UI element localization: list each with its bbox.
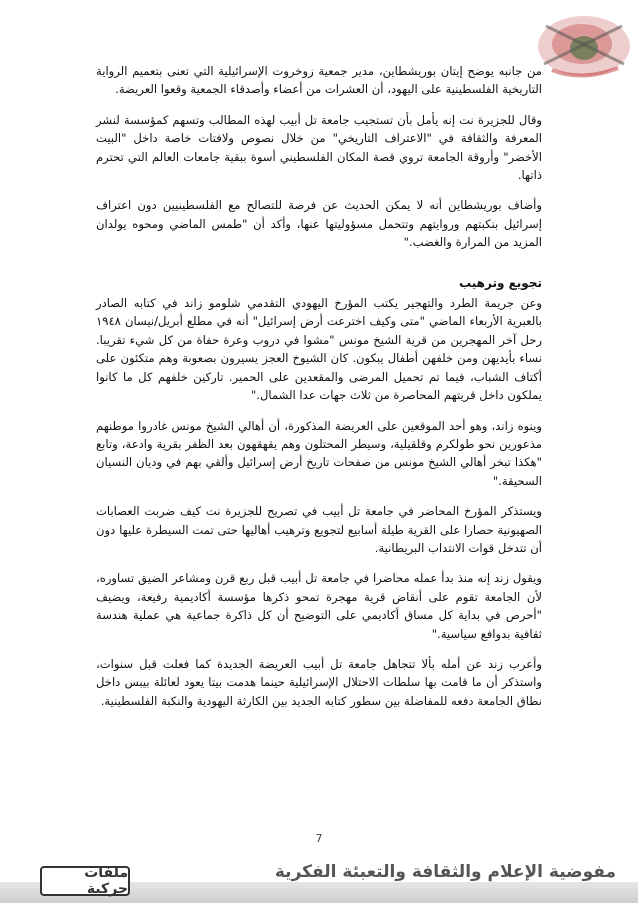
- footer: [0, 862, 638, 903]
- paragraph: وأضاف بوريشطاين أنه لا يمكن الحديث عن فرصة للتصالح مع الفلسطينيين دون اعتراف إسرائيل بنكبتهم وروايتهم وتتحمل مسؤوليتها عنها، وأكد أن "طمس الماضي ومحوه يولدان المزيد من المرارة والغضب.": [96, 198, 542, 250]
- paragraph: وعن جريمة الطرد والتهجير يكتب المؤرخ اليهودي التقدمي شلومو زاند في كتابه الصادر بالعبرية الأربعاء الماضي "متى وكيف اخترعت أرض إسرائيل" أنه في مطلع أبريل/نيسان ١٩٤٨ رحل آخر المهجرين من قرية الشيخ مونس "مشوا في دروب وعرة حفاة من كل شيء تقريبا. نساء بأيديهن ومن خلفهن أطفال يبكون. كان الشيوخ العجز يسيرون بصعوبة وهم متكئون على أكتاف الشباب، فيما تم تحميل المرضى والمقعدين على الحمير. تاركين خلفهم كل ما كانوا يملكون داخل قريتهم المحاصرة من ثلاث جهات عدا الشمال.": [96, 296, 542, 403]
- paragraph: ويستذكر المؤرخ المحاضر في جامعة تل أبيب في تصريح للجزيرة نت كيف ضربت العصابات الصهيونية حصارا على القرية طيلة أسابيع لتجويع وترهيب أهاليها حتى تمت السيطرة عليها دون أن تتدخل قوات الانتداب البريطانية.: [96, 504, 542, 555]
- page-number: 7: [315, 832, 323, 845]
- section-heading: تجويع وترهيب: [459, 275, 542, 290]
- footer-title: مفوضية الإعلام والثقافة والتعبئة الفكرية: [274, 862, 616, 882]
- article-body: [96, 62, 542, 722]
- paragraph: وقال للجزيرة نت إنه يأمل بأن تستجيب جامعة تل أبيب لهذه المطالب وتسهم كمؤسسة لنشر المعرفة والثقافة في "الاعتراف التاريخي" من خلال نصوص ولافتات خاصة داخل "البيت الأخضر" وأروقة الجامعة تروي قصة المكان الفلسطيني أسوة ببقية جامعات العالم التي تحترم ذاتها.: [96, 112, 542, 183]
- paragraph: من جانبه يوضح إيتان بوريشطاين، مدير جمعية زوخروت الإسرائيلية التي تعنى بتعميم الرواية التاريخية الفلسطينية على اليهود، أن العشرات من أعضاء وأصدقاء الجمعية وقعوا العريضة.: [96, 64, 542, 97]
- footer-label-box: ملفات حركية: [40, 866, 130, 896]
- paragraph: وأعرب زند عن أمله بألا تتجاهل جامعة تل أبيب العريضة الجديدة كما فعلت قبل سنوات، واستذكر أن ما قامت بها سلطات الاحتلال الإسرائيلية حينما هدمت بيتا يعود لعائلة بيبس داخل نطاق الجامعة دفعه للمفاضلة بين سطور كتابه الجديد بين الكارثة اليهودية والنكبة الفلسطينية.: [96, 656, 542, 708]
- paragraph: ويقول زند إنه منذ بدأ عمله محاضرا في جامعة تل أبيب قبل ربع قرن ومشاعر الضيق تساوره، لأن الجامعة تقوم على أنقاض قرية مهجرة تمحو ذكرها مؤسسة أكاديمية رفيعة، ويضيف "أحرص في بداية كل مساق أكاديمي على التوضيح أن كل ذاكرة جماعية هي عملية هندسة ثقافية بدوافع سياسية.": [96, 571, 542, 641]
- paragraph: وينوه زاند، وهو أحد الموقعين على العريضة المذكورة، أن أهالي الشيخ مونس غادروا موطنهم مذعورين نحو طولكرم وقلقيلية، وسيطر المحتلون وهم يقهقهون بعد الظفر بقرية وادعة، وتابع "هكذا تبخر أهالي الشيخ مونس من صفحات تاريخ أرض إسرائيل وألقي بهم في وديان النسيان السحيقة.": [96, 418, 542, 488]
